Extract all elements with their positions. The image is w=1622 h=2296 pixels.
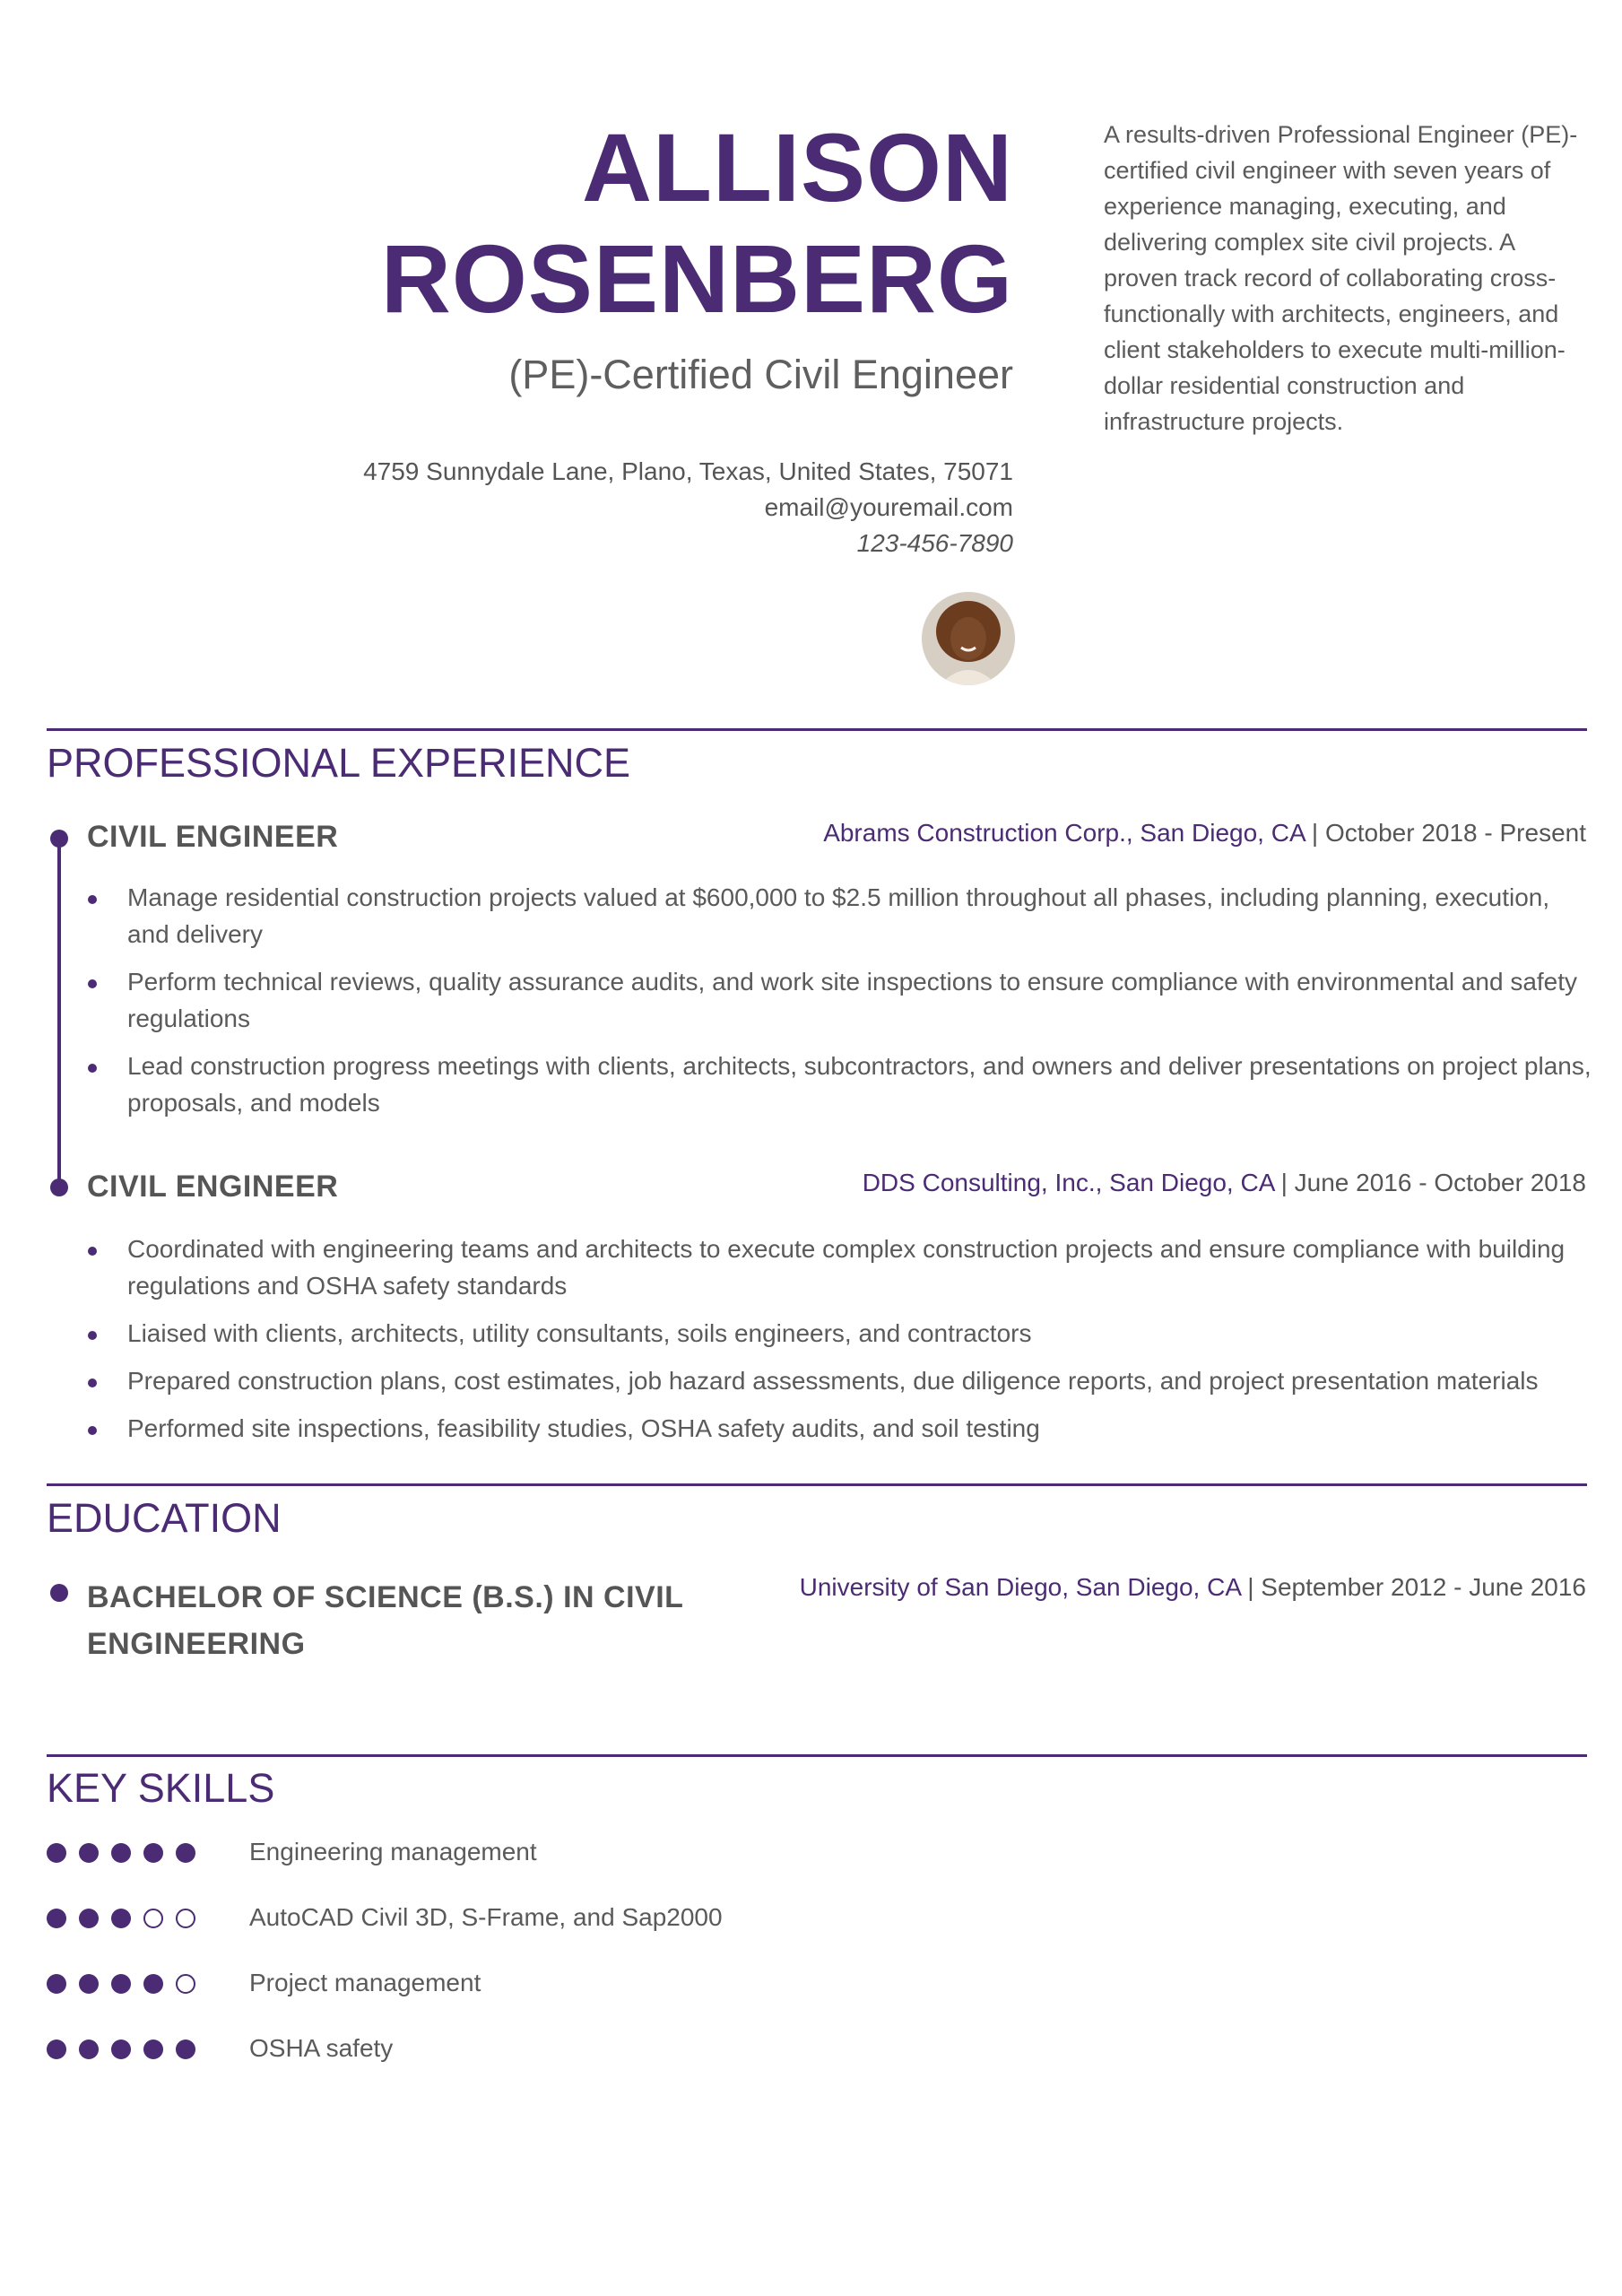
avatar bbox=[922, 592, 1015, 685]
job-dates: | October 2018 - Present bbox=[1311, 819, 1586, 847]
first-name: ALLISON bbox=[582, 113, 1013, 222]
job-bullets bbox=[88, 1231, 1594, 1447]
section-divider bbox=[47, 1483, 1587, 1486]
skill-dot-empty bbox=[176, 1974, 195, 1994]
skill-dot-filled bbox=[79, 1843, 99, 1863]
last-name: ROSENBERG bbox=[380, 224, 1013, 333]
avatar-portrait-icon bbox=[922, 592, 1015, 685]
job-bullets bbox=[88, 879, 1594, 1121]
email: email@youremail.com bbox=[764, 493, 1013, 521]
skill-dot-filled bbox=[176, 1843, 195, 1863]
skill-name: AutoCAD Civil 3D, S-Frame, and Sap2000 bbox=[249, 1903, 723, 1931]
degree-line: BACHELOR OF SCIENCE (B.S.) IN CIVIL bbox=[87, 1580, 684, 1614]
address: 4759 Sunnydale Lane, Plano, Texas, United States, 75071 bbox=[363, 457, 1013, 485]
skill-dot-empty bbox=[143, 1909, 163, 1928]
skill-rating bbox=[47, 1843, 195, 1863]
skill-name: Engineering management bbox=[249, 1838, 537, 1866]
timeline-dot bbox=[50, 1584, 68, 1602]
job-dates: | June 2016 - October 2018 bbox=[1280, 1169, 1586, 1196]
skill-dot-empty bbox=[176, 1909, 195, 1928]
job-meta bbox=[823, 819, 1586, 848]
list-item: Manage residential construction projects valued at $600,000 to $2.5 million throughout all phases, including planning, execution, and delivery bbox=[88, 879, 1594, 952]
skill-dot-filled bbox=[111, 1974, 131, 1994]
skill-dot-filled bbox=[47, 2039, 66, 2059]
education-heading: EDUCATION bbox=[47, 1495, 282, 1541]
skill-name: OSHA safety bbox=[249, 2034, 394, 2062]
degree-line: ENGINEERING bbox=[87, 1627, 306, 1661]
school: University of San Diego, San Diego, CA bbox=[799, 1573, 1241, 1601]
skill-rating bbox=[47, 1974, 195, 1994]
timeline-line bbox=[57, 839, 61, 1184]
professional-summary: A results-driven Professional Engineer (PE)-certified civil engineer with seven years of experience managing, executing, and delivering complex site civil projects. A proven track record of collaborating cross-functionally with architects, engineers, and client stakeholders to execute multi-million-dollar residential construction and infrastructure projects. bbox=[1104, 121, 1578, 435]
list-item: Liaised with clients, architects, utility consultants, soils engineers, and contractors bbox=[88, 1315, 1594, 1352]
candidate-name bbox=[381, 112, 1013, 335]
list-item: Prepared construction plans, cost estimates, job hazard assessments, due diligence reports, and project presentation materials bbox=[88, 1362, 1594, 1399]
skill-dot-filled bbox=[79, 2039, 99, 2059]
company: DDS Consulting, Inc., San Diego, CA bbox=[862, 1169, 1274, 1196]
skill-dot-filled bbox=[47, 1843, 66, 1863]
timeline-dot bbox=[50, 830, 68, 848]
skill-dot-filled bbox=[143, 1974, 163, 1994]
education-dates: | September 2012 - June 2016 bbox=[1247, 1573, 1586, 1601]
skills-heading: KEY SKILLS bbox=[47, 1765, 275, 1811]
job-title: CIVIL ENGINEER bbox=[87, 1170, 339, 1204]
skill-dot-filled bbox=[79, 1974, 99, 1994]
job-title: CIVIL ENGINEER bbox=[87, 820, 339, 854]
skill-rating bbox=[47, 1909, 195, 1928]
list-item: Performed site inspections, feasibility studies, OSHA safety audits, and soil testing bbox=[88, 1410, 1594, 1447]
list-item: Lead construction progress meetings with clients, architects, subcontractors, and owners and deliver presentations on project plans, proposals, and models bbox=[88, 1048, 1594, 1121]
skill-dot-filled bbox=[111, 2039, 131, 2059]
list-item: Perform technical reviews, quality assurance audits, and work site inspections to ensure compliance with environmental and safety regulations bbox=[88, 963, 1594, 1037]
skill-dot-filled bbox=[111, 1909, 131, 1928]
contact-block bbox=[363, 454, 1013, 561]
skill-rating bbox=[47, 2039, 195, 2059]
skill-name: Project management bbox=[249, 1969, 481, 1996]
skill-dot-filled bbox=[143, 1843, 163, 1863]
skill-dot-filled bbox=[176, 2039, 195, 2059]
skill-dot-filled bbox=[47, 1909, 66, 1928]
section-divider bbox=[47, 728, 1587, 731]
job-meta bbox=[863, 1169, 1586, 1197]
section-divider bbox=[47, 1754, 1587, 1757]
job-headline: (PE)-Certified Civil Engineer bbox=[508, 352, 1013, 397]
skill-dot-filled bbox=[47, 1974, 66, 1994]
list-item: Coordinated with engineering teams and architects to execute complex construction projects and ensure compliance with building regulations and OSHA safety standards bbox=[88, 1231, 1594, 1304]
degree bbox=[87, 1574, 683, 1667]
experience-heading: PROFESSIONAL EXPERIENCE bbox=[47, 740, 631, 786]
skill-dot-filled bbox=[143, 2039, 163, 2059]
phone: 123-456-7890 bbox=[856, 529, 1013, 557]
education-meta bbox=[800, 1573, 1586, 1602]
skill-dot-filled bbox=[111, 1843, 131, 1863]
company: Abrams Construction Corp., San Diego, CA bbox=[823, 819, 1305, 847]
skill-dot-filled bbox=[79, 1909, 99, 1928]
timeline-dot bbox=[50, 1178, 68, 1196]
